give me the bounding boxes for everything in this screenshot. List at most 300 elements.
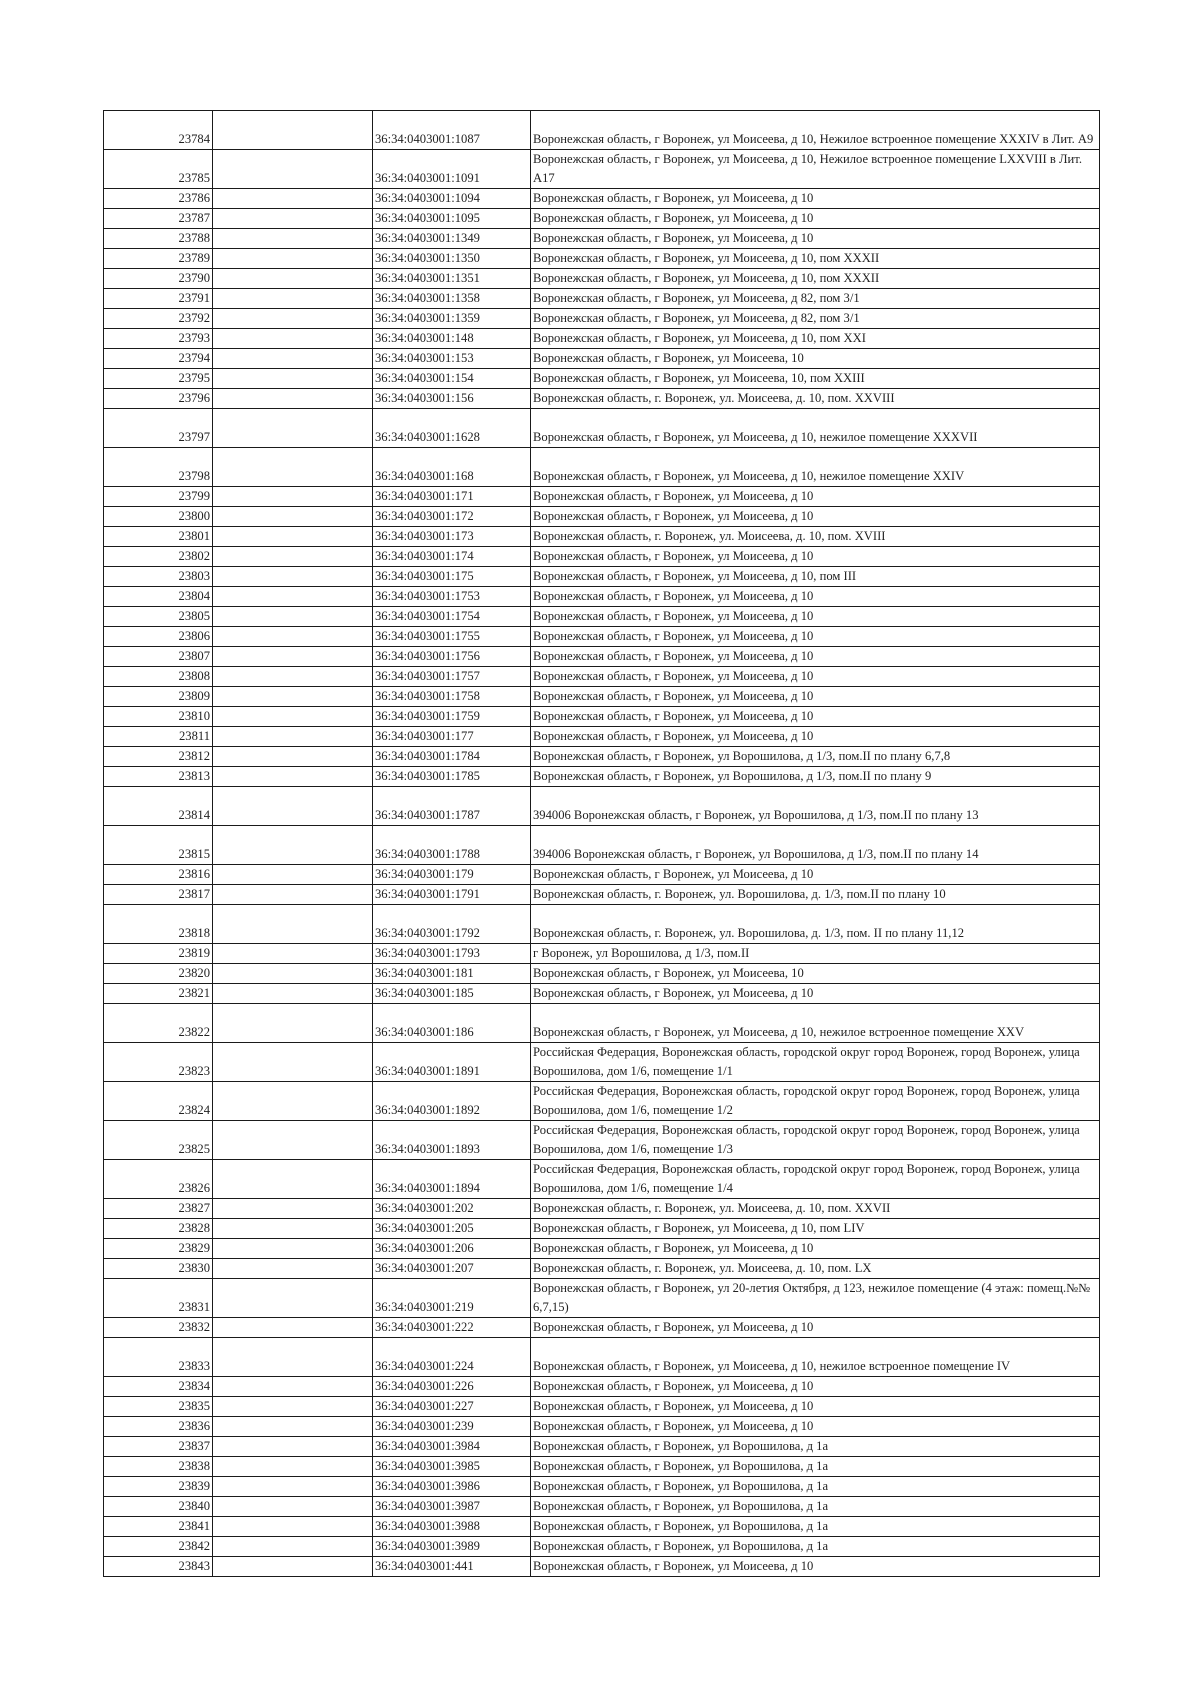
table-row xyxy=(104,787,1100,826)
cadastral-number-cell: 36:34:0403001:179 xyxy=(373,865,531,885)
row-code-cell xyxy=(213,707,373,727)
cadastral-number-cell: 36:34:0403001:3986 xyxy=(373,1477,531,1497)
row-code-cell xyxy=(213,647,373,667)
table-row xyxy=(104,1338,1100,1377)
cadastral-number-cell: 36:34:0403001:153 xyxy=(373,349,531,369)
address-cell: Воронежская область, г Воронеж, ул Моисеева, д 10, нежилое помещение XXIV xyxy=(531,448,1100,487)
table-row xyxy=(104,1477,1100,1497)
row-number-cell: 23828 xyxy=(104,1219,213,1239)
row-number-cell: 23803 xyxy=(104,567,213,587)
address-cell: Воронежская область, г Воронеж, ул Моисеева, д 82, пом 3/1 xyxy=(531,289,1100,309)
address-cell: Воронежская область, г Воронеж, ул Моисеева, д 10 xyxy=(531,189,1100,209)
row-number-cell: 23786 xyxy=(104,189,213,209)
cadastral-number-cell: 36:34:0403001:1754 xyxy=(373,607,531,627)
row-number-cell: 23800 xyxy=(104,507,213,527)
row-number-cell: 23787 xyxy=(104,209,213,229)
row-code-cell xyxy=(213,527,373,547)
table-row xyxy=(104,1004,1100,1043)
row-number-cell: 23791 xyxy=(104,289,213,309)
row-number-cell: 23784 xyxy=(104,111,213,150)
address-cell: Воронежская область, г Воронеж, ул Моисеева, д 10 xyxy=(531,1318,1100,1338)
address-cell: Воронежская область, г Воронеж, ул Моисеева, д 10 xyxy=(531,647,1100,667)
address-cell: Воронежская область, г Воронеж, ул Моисеева, д 10 xyxy=(531,1397,1100,1417)
cadastral-number-cell: 36:34:0403001:174 xyxy=(373,547,531,567)
table-row xyxy=(104,329,1100,349)
row-code-cell xyxy=(213,1477,373,1497)
address-cell: Воронежская область, г Воронеж, ул Моисеева, д 10 xyxy=(531,865,1100,885)
cadastral-number-cell: 36:34:0403001:181 xyxy=(373,964,531,984)
table-row xyxy=(104,1397,1100,1417)
table-row xyxy=(104,727,1100,747)
table-row xyxy=(104,1517,1100,1537)
address-cell: Воронежская область, г Воронеж, ул Моисеева, д 10, пом XXXII xyxy=(531,249,1100,269)
row-number-cell: 23825 xyxy=(104,1121,213,1160)
address-cell: Российская Федерация, Воронежская область, городской округ город Воронеж, город Воронеж, улица Ворошилова, дом 1/6, помещение 1/3 xyxy=(531,1121,1100,1160)
row-number-cell: 23815 xyxy=(104,826,213,865)
table-row xyxy=(104,150,1100,189)
address-cell: Воронежская область, г Воронеж, ул Моисеева, д 10, пом LIV xyxy=(531,1219,1100,1239)
row-code-cell xyxy=(213,885,373,905)
table-row xyxy=(104,747,1100,767)
cadastral-number-cell: 36:34:0403001:1893 xyxy=(373,1121,531,1160)
table-row xyxy=(104,1557,1100,1577)
address-cell: Воронежская область, г. Воронеж, ул. Ворошилова, д. 1/3, пом. II по плану 11,12 xyxy=(531,905,1100,944)
row-number-cell: 23804 xyxy=(104,587,213,607)
row-code-cell xyxy=(213,727,373,747)
row-code-cell xyxy=(213,369,373,389)
cadastral-number-cell: 36:34:0403001:3984 xyxy=(373,1437,531,1457)
address-cell: Воронежская область, г Воронеж, ул Моисеева, д 10 xyxy=(531,687,1100,707)
cadastral-number-cell: 36:34:0403001:1791 xyxy=(373,885,531,905)
address-cell: Воронежская область, г Воронеж, ул Моисеева, д 10 xyxy=(531,667,1100,687)
row-number-cell: 23841 xyxy=(104,1517,213,1537)
row-number-cell: 23802 xyxy=(104,547,213,567)
table-row xyxy=(104,647,1100,667)
row-code-cell xyxy=(213,389,373,409)
cadastral-number-cell: 36:34:0403001:1358 xyxy=(373,289,531,309)
row-number-cell: 23818 xyxy=(104,905,213,944)
row-code-cell xyxy=(213,1437,373,1457)
row-number-cell: 23820 xyxy=(104,964,213,984)
row-code-cell xyxy=(213,1537,373,1557)
address-cell: Воронежская область, г Воронеж, ул Моисеева, д 10 xyxy=(531,607,1100,627)
table-row xyxy=(104,984,1100,1004)
row-number-cell: 23814 xyxy=(104,787,213,826)
row-number-cell: 23795 xyxy=(104,369,213,389)
row-number-cell: 23843 xyxy=(104,1557,213,1577)
address-cell: Воронежская область, г. Воронеж, ул. Моисеева, д. 10, пом. LX xyxy=(531,1259,1100,1279)
row-code-cell xyxy=(213,150,373,189)
table-row xyxy=(104,826,1100,865)
cadastral-number-cell: 36:34:0403001:441 xyxy=(373,1557,531,1577)
cadastral-number-cell: 36:34:0403001:1350 xyxy=(373,249,531,269)
address-cell: 394006 Воронежская область, г Воронеж, ул Ворошилова, д 1/3, пом.II по плану 14 xyxy=(531,826,1100,865)
table-row xyxy=(104,767,1100,787)
table-row xyxy=(104,1043,1100,1082)
row-code-cell xyxy=(213,944,373,964)
property-registry-table xyxy=(103,110,1100,1577)
cadastral-number-cell: 36:34:0403001:239 xyxy=(373,1417,531,1437)
cadastral-number-cell: 36:34:0403001:1784 xyxy=(373,747,531,767)
address-cell: Воронежская область, г Воронеж, ул Моисеева, д 10 xyxy=(531,627,1100,647)
cadastral-number-cell: 36:34:0403001:1792 xyxy=(373,905,531,944)
cadastral-number-cell: 36:34:0403001:1759 xyxy=(373,707,531,727)
table-row xyxy=(104,627,1100,647)
row-code-cell xyxy=(213,111,373,150)
table-row xyxy=(104,1239,1100,1259)
address-cell: Воронежская область, г Воронеж, ул Моисеева, д 10 xyxy=(531,984,1100,1004)
row-code-cell xyxy=(213,865,373,885)
row-code-cell xyxy=(213,309,373,329)
row-code-cell xyxy=(213,1417,373,1437)
row-code-cell xyxy=(213,547,373,567)
table-row xyxy=(104,1160,1100,1199)
row-number-cell: 23839 xyxy=(104,1477,213,1497)
row-code-cell xyxy=(213,409,373,448)
address-cell: Воронежская область, г Воронеж, ул Моисеева, д 10, нежилое помещение XXXVII xyxy=(531,409,1100,448)
row-code-cell xyxy=(213,349,373,369)
row-number-cell: 23826 xyxy=(104,1160,213,1199)
row-code-cell xyxy=(213,984,373,1004)
table-row xyxy=(104,587,1100,607)
row-number-cell: 23805 xyxy=(104,607,213,627)
address-cell: Воронежская область, г. Воронеж, ул. Моисеева, д. 10, пом. XVIII xyxy=(531,527,1100,547)
cadastral-number-cell: 36:34:0403001:173 xyxy=(373,527,531,547)
table-row xyxy=(104,1497,1100,1517)
row-number-cell: 23819 xyxy=(104,944,213,964)
cadastral-number-cell: 36:34:0403001:222 xyxy=(373,1318,531,1338)
row-code-cell xyxy=(213,189,373,209)
address-cell: Воронежская область, г Воронеж, ул Моисеева, д 10, нежилое встроенное помещение XXV xyxy=(531,1004,1100,1043)
table-row xyxy=(104,1082,1100,1121)
row-number-cell: 23829 xyxy=(104,1239,213,1259)
cadastral-number-cell: 36:34:0403001:1351 xyxy=(373,269,531,289)
address-cell: Воронежская область, г Воронеж, ул Моисеева, д 10 xyxy=(531,547,1100,567)
row-number-cell: 23840 xyxy=(104,1497,213,1517)
table-row xyxy=(104,1318,1100,1338)
cadastral-number-cell: 36:34:0403001:1094 xyxy=(373,189,531,209)
row-code-cell xyxy=(213,448,373,487)
row-number-cell: 23834 xyxy=(104,1377,213,1397)
row-number-cell: 23831 xyxy=(104,1279,213,1318)
address-cell: Воронежская область, г. Воронеж, ул. Моисеева, д. 10, пом. XXVII xyxy=(531,1199,1100,1219)
table-row xyxy=(104,1121,1100,1160)
row-number-cell: 23806 xyxy=(104,627,213,647)
cadastral-number-cell: 36:34:0403001:1757 xyxy=(373,667,531,687)
row-number-cell: 23823 xyxy=(104,1043,213,1082)
row-number-cell: 23790 xyxy=(104,269,213,289)
row-code-cell xyxy=(213,687,373,707)
row-code-cell xyxy=(213,587,373,607)
row-code-cell xyxy=(213,507,373,527)
cadastral-number-cell: 36:34:0403001:205 xyxy=(373,1219,531,1239)
row-code-cell xyxy=(213,667,373,687)
row-number-cell: 23830 xyxy=(104,1259,213,1279)
address-cell: г Воронеж, ул Ворошилова, д 1/3, пом.II xyxy=(531,944,1100,964)
address-cell: Воронежская область, г. Воронеж, ул. Моисеева, д. 10, пом. XXVIII xyxy=(531,389,1100,409)
row-code-cell xyxy=(213,567,373,587)
table-row xyxy=(104,1437,1100,1457)
row-code-cell xyxy=(213,1121,373,1160)
cadastral-number-cell: 36:34:0403001:1628 xyxy=(373,409,531,448)
row-code-cell xyxy=(213,607,373,627)
row-code-cell xyxy=(213,329,373,349)
cadastral-number-cell: 36:34:0403001:207 xyxy=(373,1259,531,1279)
row-number-cell: 23807 xyxy=(104,647,213,667)
row-number-cell: 23838 xyxy=(104,1457,213,1477)
address-cell: Воронежская область, г Воронеж, ул Моисеева, 10, пом XXIII xyxy=(531,369,1100,389)
cadastral-number-cell: 36:34:0403001:154 xyxy=(373,369,531,389)
row-number-cell: 23798 xyxy=(104,448,213,487)
table-row xyxy=(104,1417,1100,1437)
cadastral-number-cell: 36:34:0403001:3989 xyxy=(373,1537,531,1557)
table-row xyxy=(104,885,1100,905)
address-cell: Воронежская область, г Воронеж, ул Моисеева, д 10, Нежилое встроенное помещение LXXVIII в Лит. А17 xyxy=(531,150,1100,189)
row-number-cell: 23789 xyxy=(104,249,213,269)
row-number-cell: 23810 xyxy=(104,707,213,727)
table-row xyxy=(104,487,1100,507)
cadastral-number-cell: 36:34:0403001:1087 xyxy=(373,111,531,150)
row-code-cell xyxy=(213,1457,373,1477)
table-row xyxy=(104,1457,1100,1477)
cadastral-number-cell: 36:34:0403001:3987 xyxy=(373,1497,531,1517)
row-number-cell: 23801 xyxy=(104,527,213,547)
row-code-cell xyxy=(213,1160,373,1199)
row-number-cell: 23832 xyxy=(104,1318,213,1338)
row-number-cell: 23797 xyxy=(104,409,213,448)
row-code-cell xyxy=(213,269,373,289)
row-code-cell xyxy=(213,1517,373,1537)
cadastral-number-cell: 36:34:0403001:171 xyxy=(373,487,531,507)
cadastral-number-cell: 36:34:0403001:168 xyxy=(373,448,531,487)
address-cell: Воронежская область, г Воронеж, ул Моисеева, д 10 xyxy=(531,507,1100,527)
cadastral-number-cell: 36:34:0403001:177 xyxy=(373,727,531,747)
table-row xyxy=(104,409,1100,448)
cadastral-number-cell: 36:34:0403001:3985 xyxy=(373,1457,531,1477)
address-cell: Воронежская область, г Воронеж, ул Моисеева, д 10 xyxy=(531,1417,1100,1437)
address-cell: Воронежская область, г Воронеж, ул Моисеева, д 10, нежилое встроенное помещение IV xyxy=(531,1338,1100,1377)
address-cell: Воронежская область, г Воронеж, ул Ворошилова, д 1/3, пом.II по плану 9 xyxy=(531,767,1100,787)
address-cell: Воронежская область, г Воронеж, ул Моисеева, д 10 xyxy=(531,209,1100,229)
row-code-cell xyxy=(213,787,373,826)
cadastral-number-cell: 36:34:0403001:185 xyxy=(373,984,531,1004)
cadastral-number-cell: 36:34:0403001:206 xyxy=(373,1239,531,1259)
row-number-cell: 23824 xyxy=(104,1082,213,1121)
row-code-cell xyxy=(213,487,373,507)
row-code-cell xyxy=(213,1318,373,1338)
cadastral-number-cell: 36:34:0403001:1785 xyxy=(373,767,531,787)
cadastral-number-cell: 36:34:0403001:1095 xyxy=(373,209,531,229)
cadastral-number-cell: 36:34:0403001:1788 xyxy=(373,826,531,865)
cadastral-number-cell: 36:34:0403001:202 xyxy=(373,1199,531,1219)
cadastral-number-cell: 36:34:0403001:148 xyxy=(373,329,531,349)
table-row xyxy=(104,349,1100,369)
table-row xyxy=(104,1377,1100,1397)
row-code-cell xyxy=(213,1239,373,1259)
address-cell: Воронежская область, г Воронеж, ул Моисеева, д 10 xyxy=(531,707,1100,727)
address-cell: Воронежская область, г Воронеж, ул Ворошилова, д 1а xyxy=(531,1457,1100,1477)
table-row xyxy=(104,667,1100,687)
row-code-cell xyxy=(213,1004,373,1043)
row-code-cell xyxy=(213,1082,373,1121)
address-cell: Воронежская область, г Воронеж, ул Моисеева, 10 xyxy=(531,964,1100,984)
row-number-cell: 23812 xyxy=(104,747,213,767)
table-row xyxy=(104,905,1100,944)
row-code-cell xyxy=(213,767,373,787)
address-cell: Воронежская область, г Воронеж, ул Ворошилова, д 1а xyxy=(531,1537,1100,1557)
table-row xyxy=(104,1279,1100,1318)
address-cell: Воронежская область, г Воронеж, ул Моисеева, д 10, пом III xyxy=(531,567,1100,587)
table-row xyxy=(104,289,1100,309)
cadastral-number-cell: 36:34:0403001:227 xyxy=(373,1397,531,1417)
table-row xyxy=(104,389,1100,409)
row-code-cell xyxy=(213,1259,373,1279)
row-code-cell xyxy=(213,627,373,647)
address-cell: Воронежская область, г Воронеж, ул Моисеева, д 10, Нежилое встроенное помещение XXXIV в Лит. А9 xyxy=(531,111,1100,150)
row-number-cell: 23792 xyxy=(104,309,213,329)
table-row xyxy=(104,527,1100,547)
table-row xyxy=(104,547,1100,567)
row-number-cell: 23836 xyxy=(104,1417,213,1437)
cadastral-number-cell: 36:34:0403001:224 xyxy=(373,1338,531,1377)
cadastral-number-cell: 36:34:0403001:1787 xyxy=(373,787,531,826)
address-cell: Воронежская область, г. Воронеж, ул. Ворошилова, д. 1/3, пом.II по плану 10 xyxy=(531,885,1100,905)
cadastral-number-cell: 36:34:0403001:186 xyxy=(373,1004,531,1043)
address-cell: Воронежская область, г Воронеж, ул Ворошилова, д 1а xyxy=(531,1517,1100,1537)
row-number-cell: 23809 xyxy=(104,687,213,707)
row-code-cell xyxy=(213,1377,373,1397)
cadastral-number-cell: 36:34:0403001:1349 xyxy=(373,229,531,249)
table-row xyxy=(104,309,1100,329)
address-cell: Воронежская область, г Воронеж, ул Ворошилова, д 1а xyxy=(531,1477,1100,1497)
address-cell: Воронежская область, г Воронеж, ул Ворошилова, д 1а xyxy=(531,1497,1100,1517)
table-row xyxy=(104,1537,1100,1557)
row-code-cell xyxy=(213,1557,373,1577)
table-row xyxy=(104,369,1100,389)
address-cell: 394006 Воронежская область, г Воронеж, ул Ворошилова, д 1/3, пом.II по плану 13 xyxy=(531,787,1100,826)
table-row xyxy=(104,189,1100,209)
cadastral-number-cell: 36:34:0403001:1793 xyxy=(373,944,531,964)
address-cell: Воронежская область, г Воронеж, ул Моисеева, д 10, пом XXI xyxy=(531,329,1100,349)
address-cell: Воронежская область, г Воронеж, ул Моисеева, д 10, пом XXXII xyxy=(531,269,1100,289)
address-cell: Воронежская область, г Воронеж, ул Моисеева, д 10 xyxy=(531,727,1100,747)
cadastral-number-cell: 36:34:0403001:175 xyxy=(373,567,531,587)
address-cell: Воронежская область, г Воронеж, ул 20-летия Октября, д 123, нежилое помещение (4 этаж: помещ.№№ 6,7,15) xyxy=(531,1279,1100,1318)
address-cell: Российская Федерация, Воронежская область, городской округ город Воронеж, город Воронеж, улица Ворошилова, дом 1/6, помещение 1/4 xyxy=(531,1160,1100,1199)
address-cell: Воронежская область, г Воронеж, ул Моисеева, д 82, пом 3/1 xyxy=(531,309,1100,329)
cadastral-number-cell: 36:34:0403001:1359 xyxy=(373,309,531,329)
row-number-cell: 23817 xyxy=(104,885,213,905)
address-cell: Воронежская область, г Воронеж, ул Ворошилова, д 1а xyxy=(531,1437,1100,1457)
row-code-cell xyxy=(213,1497,373,1517)
row-code-cell xyxy=(213,826,373,865)
row-code-cell xyxy=(213,1219,373,1239)
cadastral-number-cell: 36:34:0403001:1894 xyxy=(373,1160,531,1199)
cadastral-number-cell: 36:34:0403001:1891 xyxy=(373,1043,531,1082)
row-number-cell: 23796 xyxy=(104,389,213,409)
row-number-cell: 23816 xyxy=(104,865,213,885)
table-row xyxy=(104,229,1100,249)
address-cell: Российская Федерация, Воронежская область, городской округ город Воронеж, город Воронеж, улица Ворошилова, дом 1/6, помещение 1/2 xyxy=(531,1082,1100,1121)
table-row xyxy=(104,111,1100,150)
row-code-cell xyxy=(213,964,373,984)
row-code-cell xyxy=(213,1043,373,1082)
table-row xyxy=(104,209,1100,229)
cadastral-number-cell: 36:34:0403001:1753 xyxy=(373,587,531,607)
row-number-cell: 23808 xyxy=(104,667,213,687)
cadastral-number-cell: 36:34:0403001:1756 xyxy=(373,647,531,667)
row-number-cell: 23793 xyxy=(104,329,213,349)
table-row xyxy=(104,687,1100,707)
row-code-cell xyxy=(213,747,373,767)
address-cell: Воронежская область, г Воронеж, ул Ворошилова, д 1/3, пом.II по плану 6,7,8 xyxy=(531,747,1100,767)
table-row xyxy=(104,269,1100,289)
cadastral-number-cell: 36:34:0403001:1758 xyxy=(373,687,531,707)
row-number-cell: 23785 xyxy=(104,150,213,189)
table-row xyxy=(104,944,1100,964)
table-row xyxy=(104,964,1100,984)
address-cell: Воронежская область, г Воронеж, ул Моисеева, д 10 xyxy=(531,487,1100,507)
row-code-cell xyxy=(213,229,373,249)
table-row xyxy=(104,448,1100,487)
table-row xyxy=(104,865,1100,885)
table-row xyxy=(104,1199,1100,1219)
row-number-cell: 23837 xyxy=(104,1437,213,1457)
table-row xyxy=(104,1219,1100,1239)
cadastral-number-cell: 36:34:0403001:172 xyxy=(373,507,531,527)
row-code-cell xyxy=(213,1199,373,1219)
address-cell: Воронежская область, г Воронеж, ул Моисеева, д 10 xyxy=(531,1239,1100,1259)
address-cell: Воронежская область, г Воронеж, ул Моисеева, 10 xyxy=(531,349,1100,369)
row-code-cell xyxy=(213,289,373,309)
row-code-cell xyxy=(213,1338,373,1377)
cadastral-number-cell: 36:34:0403001:219 xyxy=(373,1279,531,1318)
address-cell: Воронежская область, г Воронеж, ул Моисеева, д 10 xyxy=(531,1377,1100,1397)
cadastral-number-cell: 36:34:0403001:1755 xyxy=(373,627,531,647)
address-cell: Воронежская область, г Воронеж, ул Моисеева, д 10 xyxy=(531,587,1100,607)
table-row xyxy=(104,567,1100,587)
table-row xyxy=(104,607,1100,627)
row-number-cell: 23794 xyxy=(104,349,213,369)
cadastral-number-cell: 36:34:0403001:1091 xyxy=(373,150,531,189)
cadastral-number-cell: 36:34:0403001:156 xyxy=(373,389,531,409)
cadastral-number-cell: 36:34:0403001:226 xyxy=(373,1377,531,1397)
row-code-cell xyxy=(213,905,373,944)
row-number-cell: 23821 xyxy=(104,984,213,1004)
row-number-cell: 23835 xyxy=(104,1397,213,1417)
table-row xyxy=(104,1259,1100,1279)
row-number-cell: 23842 xyxy=(104,1537,213,1557)
row-number-cell: 23833 xyxy=(104,1338,213,1377)
row-number-cell: 23822 xyxy=(104,1004,213,1043)
table-row xyxy=(104,707,1100,727)
table-row xyxy=(104,507,1100,527)
cadastral-number-cell: 36:34:0403001:1892 xyxy=(373,1082,531,1121)
cadastral-number-cell: 36:34:0403001:3988 xyxy=(373,1517,531,1537)
address-cell: Воронежская область, г Воронеж, ул Моисеева, д 10 xyxy=(531,1557,1100,1577)
row-number-cell: 23788 xyxy=(104,229,213,249)
registry-table-body xyxy=(104,111,1100,1577)
row-number-cell: 23813 xyxy=(104,767,213,787)
row-code-cell xyxy=(213,1397,373,1417)
address-cell: Воронежская область, г Воронеж, ул Моисеева, д 10 xyxy=(531,229,1100,249)
row-number-cell: 23827 xyxy=(104,1199,213,1219)
row-code-cell xyxy=(213,249,373,269)
row-number-cell: 23799 xyxy=(104,487,213,507)
address-cell: Российская Федерация, Воронежская область, городской округ город Воронеж, город Воронеж, улица Ворошилова, дом 1/6, помещение 1/1 xyxy=(531,1043,1100,1082)
row-code-cell xyxy=(213,209,373,229)
row-code-cell xyxy=(213,1279,373,1318)
